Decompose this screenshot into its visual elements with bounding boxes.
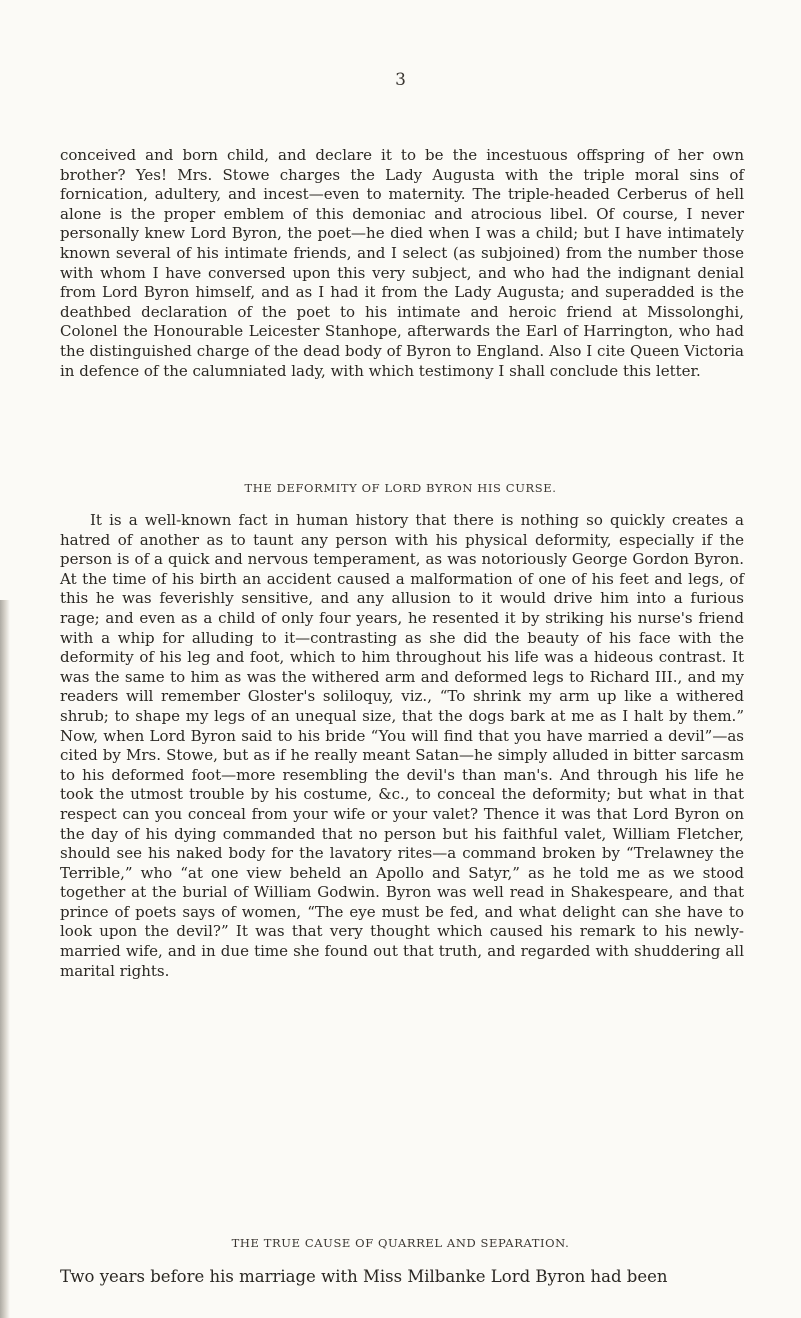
paragraph-text: It is a well-known fact in human history that there is nothing so quickly creates a hatred of another as to taunt any person with his physical deformity, especially if the person is of a quick and nervous temperament, as was notoriously George Gordon Byron. At the time of his birth an accident caused a malformation of one of his feet and legs, of this he was feverishly sensitive, and any allusion to it would drive him into a furious rage; and even as a child of only four years, he resented it by striking his nurse's friend with a whip for alluding to it—contrasting as she did the beauty of his face with the deformity of his leg and foot, which to him throughout his life was a hideous contrast. It was the same to him as was the withered arm and deformed legs to Richard III., and my readers will remember Gloster's soliloquy, viz., “To shrink my arm up like a withered shrub; to shape my legs of an unequal size, that the dogs bark at me as I halt by them.” Now, when Lord Byron said to his bride “You will find that you have married a devil”—as cited by Mrs. Stowe, but as if he really meant Satan—he simply alluded in bitter sarcasm to his deformed foot—more resembling the devil's than man's. And through his life he took the utmost trouble by his costume, &c., to conceal the deformity; but what in that respect can you conceal from your wife or your valet? Thence it was that Lord Byron on the day of his dying commanded that no person but his faithful valet, William Fletcher, should see his naked body for the lavatory rites—a command broken by “Trelawney the Terrible,” who “at one view beheld an Apollo and Satyr,” as he told me as we stood together at the burial of William Godwin. Byron was well read in Shakespeare, and that prince of poets says of women, “The eye must be fed, and what delight can she have to look upon the devil?” It was that very thought which caused his remark to his newly-married wife, and in due time she found out that truth, and regarded with shuddering all marital rights. (60, 511, 744, 980)
page-number: 3 (395, 70, 406, 90)
paragraph-text: conceived and born child, and declare it to be the incestuous offspring of her own brother? Yes! Mrs. Stowe charges the Lady Augusta with the triple moral sins of fornication, adultery, and incest—even to maternity. The triple-headed Cerberus of hell alone is the proper emblem of this demoniac and atrocious libel. Of course, I never personally knew Lord Byron, the poet—he died when I was a child; but I have intimately known several of his intimate friends, and I select (as subjoined) from the number those with whom I have conversed upon this very subject, and who had the indignant denial from Lord Byron himself, and as I had it from the Lady Augusta; and superadded is the deathbed declaration of the poet to his intimate and heroic friend at Missolonghi, Colonel the Honourable Leicester Stanhope, afterwards the Earl of Harrington, who had the distinguished charge of the dead body of Byron to England. Also I cite Queen Victoria in defence of the calumniated lady, with which testimony I shall conclude this letter. (60, 146, 744, 380)
paragraph-marriage-start: Two years before his marriage with Miss Milbanke Lord Byron had been (60, 1267, 668, 1286)
paragraph-deformity (60, 511, 744, 981)
paragraph-libel-charge (60, 146, 744, 381)
section-heading-quarrel: THE TRUE CAUSE OF QUARREL AND SEPARATION. (231, 1236, 570, 1250)
section-heading-deformity: THE DEFORMITY OF LORD BYRON HIS CURSE. (244, 481, 557, 495)
page-edge-shadow (0, 600, 10, 1318)
